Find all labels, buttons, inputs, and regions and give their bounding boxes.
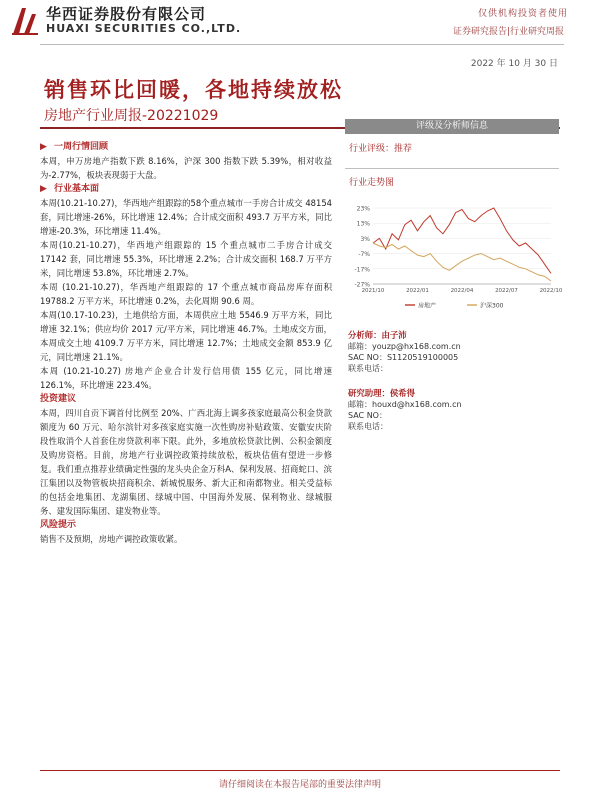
basics-paragraph-3: 本周 (10.21-10.27)，华西地产组跟踪的 17 个重点城市商品房库存面积 19788.2 万平方米，环比增速 0.2%，去化周期 90.6 周。	[40, 282, 332, 306]
section-heading-advice: 投资建议	[40, 394, 77, 404]
x-tick-label: 2021/10	[361, 288, 385, 294]
analyst-1-sac: SAC NO：S1120519100005	[348, 353, 459, 362]
x-tick-label: 2022/01	[406, 288, 429, 294]
company-name-en: HUAXI SECURITIES CO.,LTD.	[46, 22, 242, 35]
y-tick-label: 13%	[356, 220, 370, 228]
section-heading-risk: 风险提示	[40, 520, 77, 530]
analyst-2-name: 研究助理：侯希得	[348, 388, 415, 398]
company-name-cn: 华西证券股份有限公司	[46, 5, 207, 23]
basics-paragraph-2: 本周(10.21-10.27)，华西地产组跟踪的 15 个重点城市二手房合计成交 17142 套，同比增速 55.3%，环比增速 2.2%；合计成交面积 168.7 万平方米，同比增速 53.8%，环比增速 2.7%。	[40, 240, 332, 278]
advice-paragraph: 本周，四川自贡下调首付比例至 20%、广西北海上调多孩家庭最高公积金贷款额度为 60 万元、哈尔滨针对多孩家庭实施一次性购房补贴政策、安徽安庆阶段性取消个人首套住房贷款利率下限。此外，多地放松贷款比例、公积金额度及购房资格。目前，房地产行业调控政策持续放松，板块估值有望进一步修复。我们重点推荐业绩确定性强的龙头央企金万科A、保利发展、招商蛇口、滨江集团以及物管板块招商积余、新城悦服务、新大正和南都物业。相关受益标的包括金地集团、龙湖集团、绿城中国、中国海外发展、保利物业、绿城服务、建发国际集团、建发物业等。	[40, 408, 332, 516]
analyst-1-email: 邮箱：youzp@hx168.com.cn	[348, 342, 461, 351]
series-line-0	[373, 208, 551, 273]
legend-label-1: 沪深300	[480, 302, 504, 310]
header-divider	[40, 44, 564, 45]
x-tick-label: 2022/04	[450, 288, 474, 294]
analyst-1-phone: 联系电话：	[348, 364, 388, 373]
sidebar-info	[345, 119, 559, 188]
legend-label-0: 房地产	[418, 302, 437, 310]
industry-rating: 行业评级：推荐	[349, 144, 413, 154]
basics-paragraph-5: 本周 (10.21-10.27) 房地产企业合计发行信用债 155 亿元，同比增速 126.1%，环比增速 223.4%。	[40, 366, 332, 390]
x-tick-label: 2022/10	[539, 288, 563, 294]
trend-chart-title: 行业走势图	[349, 178, 395, 188]
y-tick-label: -17%	[354, 266, 370, 274]
y-tick-label: -27%	[354, 281, 370, 289]
report-subtitle: 房地产行业周报-20221029	[44, 108, 219, 124]
main-content	[40, 140, 332, 546]
y-tick-label: -7%	[358, 251, 370, 259]
footer-divider	[40, 770, 560, 771]
analyst-2-phone: 联系电话：	[348, 422, 388, 431]
report-date: 2022 年 10 月 30 日	[470, 59, 558, 69]
basics-paragraph-1: 本周(10.21-10.27)，华西地产组跟踪的58个重点城市一手房合计成交 48154 套，同比增速-26%，环比增速 12.4%；合计成交面积 493.7 万平方米，同比增速-20.3%，环比增速 11.4%。	[40, 198, 332, 236]
risk-paragraph: 销售不及预期，房地产调控政策收紧。	[40, 534, 183, 544]
section-heading-basics: ▶ 行业基本面	[40, 184, 100, 194]
y-tick-label: 3%	[360, 235, 370, 243]
report-title: 销售环比回暖，各地持续放松	[44, 78, 343, 102]
footer-disclaimer: 请仔细阅读在本报告尾部的重要法律声明	[218, 780, 381, 790]
industry-trend-chart	[345, 200, 563, 315]
review-paragraph: 本周，申万房地产指数下跌 8.16%，沪深 300 指数下跌 5.39%，相对收益为-2.77%，板块表现弱于大盘。	[40, 156, 332, 180]
basics-paragraph-4: 本周(10.17-10.23)，土地供给方面，本周供应土地 5546.9 万平方米，同比增速 32.1%；供应均价 2017 元/平方米，同比增速 46.7%。土地成交方面，本周成交土地 4109.7 万平方米，同比增速 12.7%；土地成交金额 853.9 亿元，同比增速 21.1%。	[40, 310, 332, 362]
sidebar-divider	[345, 168, 559, 169]
audience-tag: 仅供机构投资者使用	[477, 9, 568, 19]
analyst-info	[348, 330, 558, 432]
analyst-2-email: 邮箱：houxd@hx168.com.cn	[348, 400, 462, 409]
analyst-2-sac: SAC NO：	[348, 411, 387, 420]
y-tick-label: 23%	[356, 205, 370, 213]
huaxi-logo-icon	[10, 4, 40, 36]
section-heading-review: ▶ 一周行情回顾	[40, 142, 109, 152]
series-line-1	[373, 243, 551, 281]
x-tick-label: 2022/07	[495, 288, 518, 294]
sidebar-header: 评级及分析师信息	[345, 119, 559, 134]
report-type-tag: 证券研究报告|行业研究周报	[452, 27, 564, 37]
analyst-1-name: 分析师：由子沛	[348, 330, 407, 340]
